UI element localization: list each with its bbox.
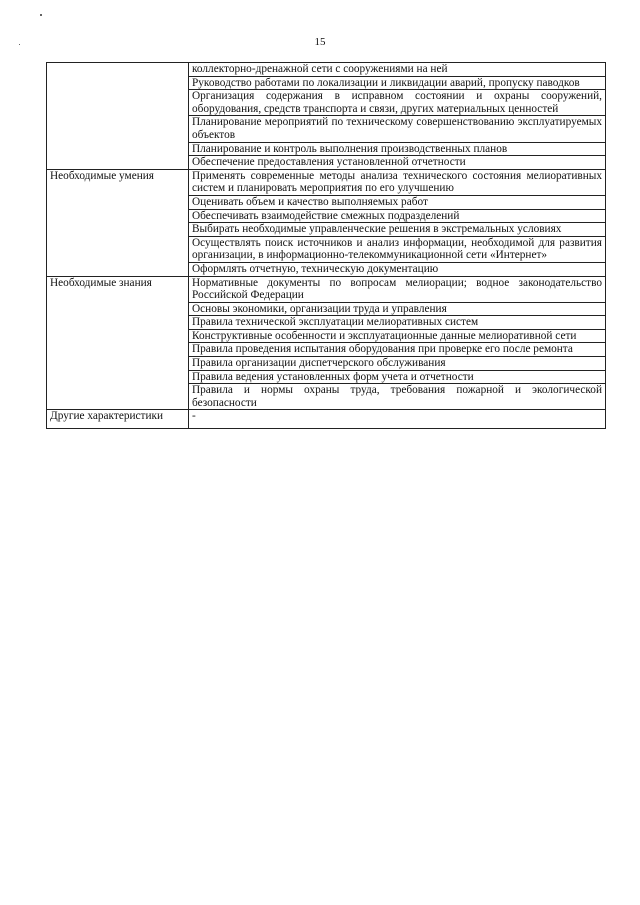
page-number: 15 [314,36,326,48]
skill-item: Оценивать объем и качество выполняемых работ [189,195,606,209]
knowledge-item: Конструктивные особенности и эксплуатационные данные мелиоративной сети [189,329,606,343]
knowledge-item: Правила проведения испытания оборудования при проверке его после ремонта [189,343,606,357]
continuation-item: Планирование и контроль выполнения производственных планов [189,142,606,156]
continuation-item: коллекторно-дренажной сети с сооружениями на ней [189,63,606,77]
table-row [47,63,606,77]
skill-item: Обеспечивать взаимодействие смежных подразделений [189,209,606,223]
knowledge-item: Основы экономики, организации труда и управления [189,302,606,316]
continuation-item: Планирование мероприятий по техническому совершенствованию эксплуатируемых объектов [189,116,606,142]
skill-item: Осуществлять поиск источников и анализ информации, необходимой для развития организации, в информационно-телекоммуникационной сети «Интернет» [189,236,606,262]
skill-item: Применять современные методы анализа технического состояния мелиоративных систем и планировать мероприятия по его улучшению [189,169,606,195]
skill-item: Оформлять отчетную, техническую документацию [189,262,606,276]
knowledge-item: Нормативные документы по вопросам мелиорации; водное законодательство Российской Федерации [189,276,606,302]
table-row [47,169,606,195]
characteristics-table [46,62,606,429]
continuation-item: Руководство работами по локализации и ликвидации аварий, пропуску паводков [189,76,606,90]
scan-speck [40,14,42,16]
other-value: - [189,410,606,429]
table-row [47,276,606,302]
continuation-item: Обеспечение предоставления установленной отчетности [189,156,606,170]
skills-label: Необходимые умения [47,169,189,276]
knowledge-label: Необходимые знания [47,276,189,410]
knowledge-item: Правила и нормы охраны труда, требования пожарной и экологической безопасности [189,384,606,410]
skill-item: Выбирать необходимые управленческие решения в экстремальных условиях [189,223,606,237]
knowledge-item: Правила ведения установленных форм учета и отчетности [189,370,606,384]
knowledge-item: Правила технической эксплуатации мелиоративных систем [189,316,606,330]
continuation-label-cell [47,63,189,170]
continuation-item: Организация содержания в исправном состоянии и охраны сооружений, оборудования, средств транспорта и связи, других материальных ценностей [189,90,606,116]
knowledge-item: Правила организации диспетчерского обслуживания [189,357,606,371]
table-row [47,410,606,429]
other-label: Другие характеристики [47,410,189,429]
